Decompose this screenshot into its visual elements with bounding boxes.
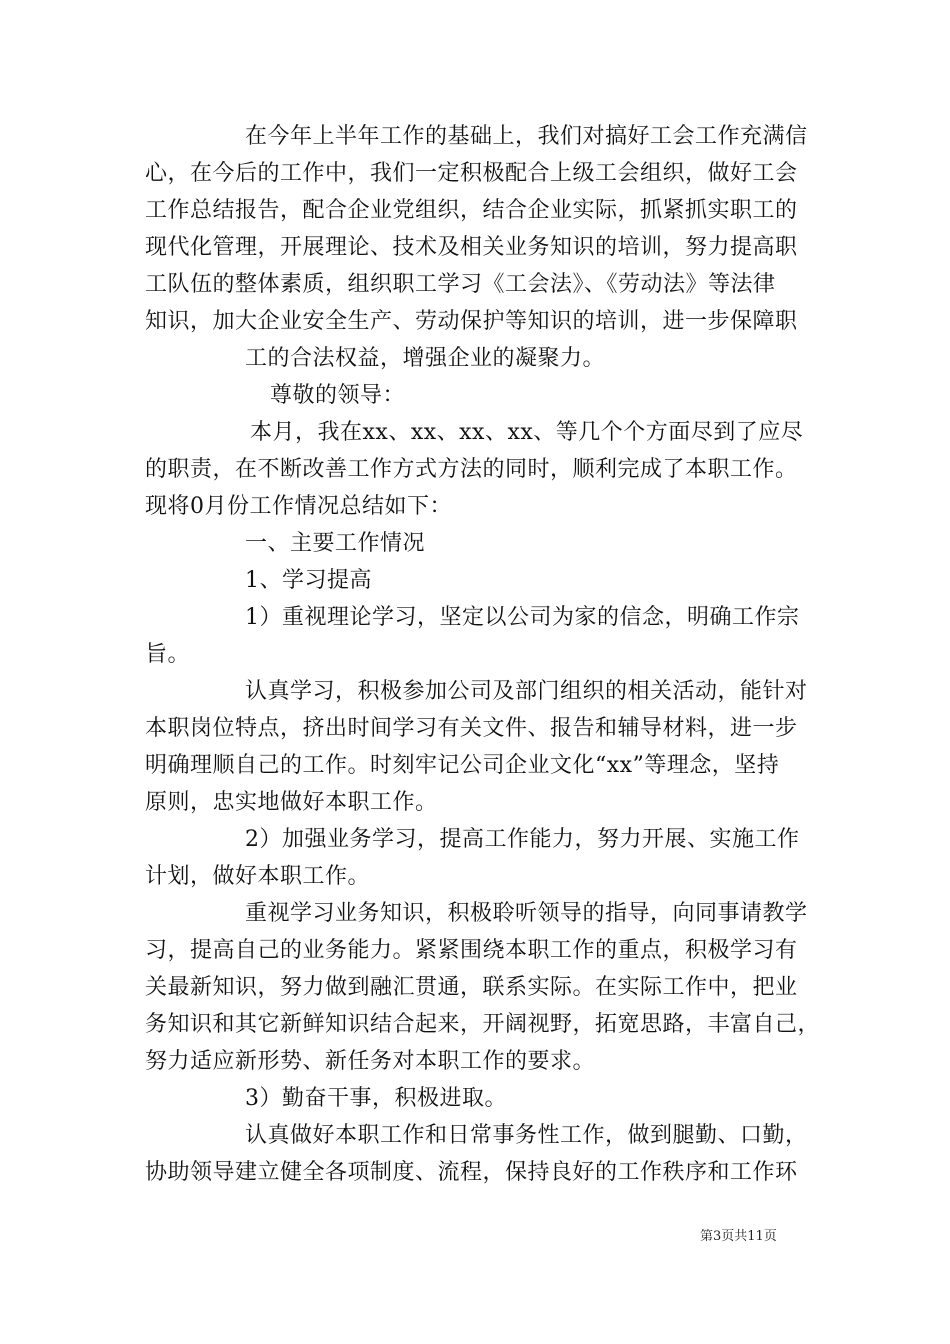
paragraph-line: 3）勤奋干事，积极进取。 bbox=[245, 1086, 507, 1111]
paragraph-line: 旨。 bbox=[145, 642, 191, 667]
paragraph-line: 计划，做好本职工作。 bbox=[145, 864, 371, 889]
section-heading: 一、主要工作情况 bbox=[245, 531, 426, 556]
subsection-heading: 1、学习提高 bbox=[245, 568, 372, 593]
page-number: 第3页共11页 bbox=[700, 1229, 777, 1244]
paragraph-line: 1）重视理论学习，坚定以公司为家的信念，明确工作宗 bbox=[245, 605, 800, 630]
paragraph-line: 认真做好本职工作和日常事务性工作，做到腿勤、口勤， bbox=[245, 1123, 808, 1148]
paragraph-line: 原则，忠实地做好本职工作。 bbox=[145, 790, 438, 815]
paragraph-line: 习，提高自己的业务能力。紧紧围绕本职工作的重点，积极学习有 bbox=[145, 938, 798, 963]
paragraph-line: 务知识和其它新鲜知识结合起来，开阔视野，拓宽思路，丰富自己， bbox=[145, 1012, 821, 1037]
paragraph-line: 工队伍的整体素质，组织职工学习《工会法》、《劳动法》等法律 bbox=[145, 272, 776, 297]
paragraph-line: 本职岗位特点，挤出时间学习有关文件、报告和辅导材料，进一步 bbox=[145, 716, 798, 741]
paragraph-line: 工的合法权益，增强企业的凝聚力。 bbox=[245, 346, 606, 371]
paragraph-line: 努力适应新形势、新任务对本职工作的要求。 bbox=[145, 1049, 596, 1074]
paragraph-line: 的职责，在不断改善工作方式方法的同时，顺利完成了本职工作。 bbox=[145, 457, 798, 482]
paragraph-line: 心，在今后的工作中，我们一定积极配合上级工会组织，做好工会 bbox=[145, 161, 798, 186]
paragraph-line: 关最新知识，努力做到融汇贯通，联系实际。在实际工作中，把业 bbox=[145, 975, 798, 1000]
paragraph-line: 认真学习，积极参加公司及部门组织的相关活动，能针对 bbox=[245, 679, 808, 704]
paragraph-line: 现将0月份工作情况总结如下： bbox=[145, 494, 452, 519]
paragraph-line: 2）加强业务学习，提高工作能力，努力开展、实施工作 bbox=[245, 827, 800, 852]
paragraph-line: 重视学习业务知识，积极聆听领导的指导，向同事请教学 bbox=[245, 901, 808, 926]
paragraph-line: 工作总结报告，配合企业党组织，结合企业实际，抓紧抓实职工的 bbox=[145, 198, 798, 223]
paragraph-line: 协助领导建立健全各项制度、流程，保持良好的工作秩序和工作环 bbox=[145, 1160, 798, 1185]
paragraph-line: 现代化管理，开展理论、技术及相关业务知识的培训，努力提高职 bbox=[145, 235, 798, 260]
paragraph-line: 明确理顺自己的工作。时刻牢记公司企业文化“xx”等理念，坚持 bbox=[145, 753, 780, 778]
paragraph-line: 本月，我在xx、xx、xx、xx、等几个个方面尽到了应尽 bbox=[250, 420, 804, 445]
paragraph-line: 在今年上半年工作的基础上，我们对搞好工会工作充满信 bbox=[245, 124, 808, 149]
paragraph-line: 知识，加大企业安全生产、劳动保护等知识的培训，进一步保障职 bbox=[145, 309, 798, 334]
salutation: 尊敬的领导： bbox=[270, 383, 406, 408]
